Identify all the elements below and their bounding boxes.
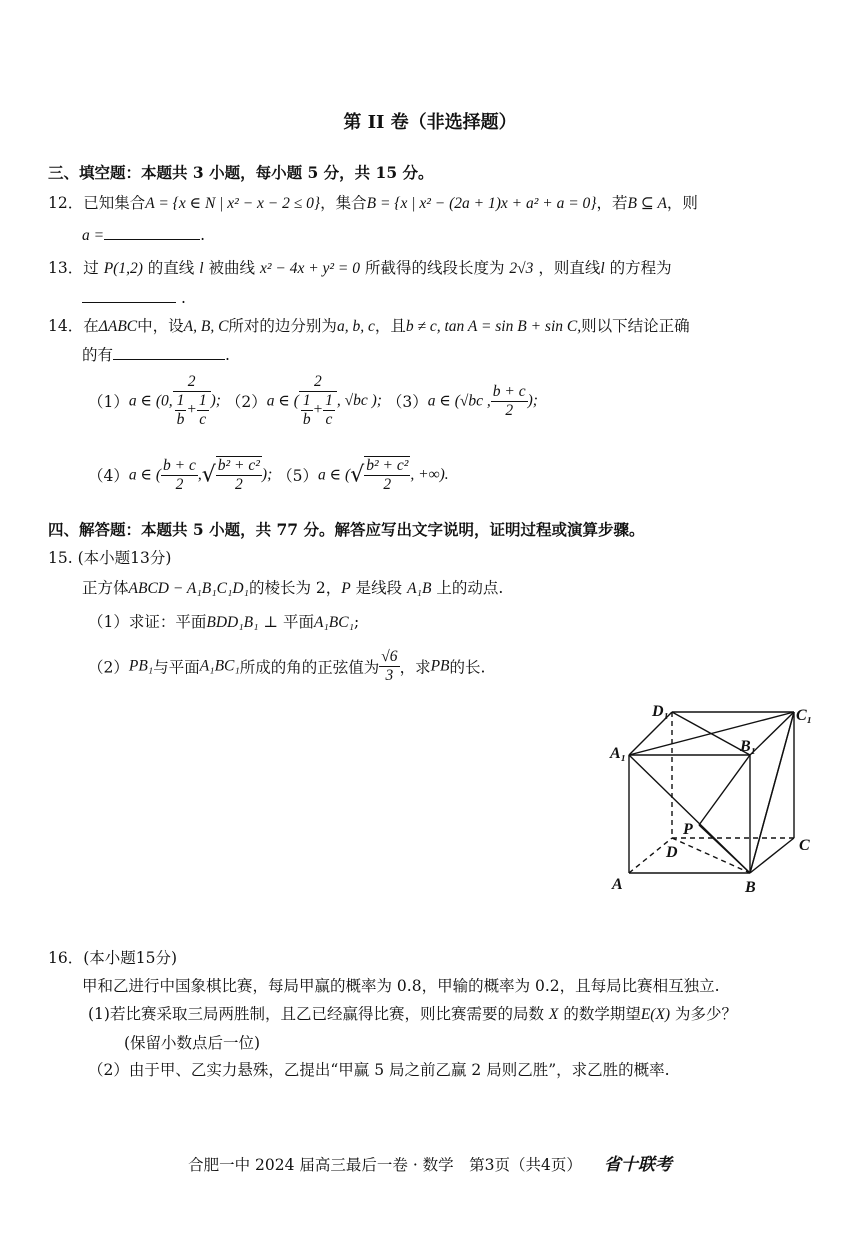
q15-stem: [82, 578, 503, 599]
q14-options-row-2: [88, 456, 449, 494]
section-4-heading: 四、解答题：本题共 5 小题，共 77 分。解答应写出文字说明，证明过程或演算步骤。: [48, 520, 645, 539]
q15-p2-text-4: 的长.: [449, 658, 486, 677]
perp-symbol: ⊥: [263, 613, 278, 631]
q12-answer-label: a =: [82, 227, 105, 244]
label-d1: D₁: [652, 703, 670, 720]
q14-option-3-label: （3）: [386, 393, 428, 411]
q14-sides: a, b, c: [336, 318, 375, 335]
q15-part-2: [88, 648, 485, 685]
q15-p2-label: （2）: [88, 658, 129, 677]
q15-p1-end: ;: [354, 613, 360, 631]
q14-option-5-sqrt-fraction: [364, 456, 410, 494]
q13-length: 2√3: [509, 260, 534, 277]
q12-number: 12．: [48, 194, 84, 212]
q14-options-row-1: [88, 373, 538, 429]
fraction-numerator: b + c: [163, 456, 196, 474]
sine-value-fraction: [379, 648, 399, 685]
inner-denominator: b: [176, 411, 185, 428]
fraction-denominator: [299, 392, 337, 429]
footer-text: 合肥一中 2024 届高三最后一卷 · 数学 第3页（共4页）: [188, 1156, 582, 1174]
fraction-numerator: b² + c²: [366, 457, 409, 474]
q15-plane-2-ref: A₁BC₁: [199, 657, 240, 675]
label-b1: B₁: [740, 738, 757, 755]
inner-numerator: 1: [325, 392, 333, 409]
label-b: B: [745, 879, 756, 896]
fraction-denominator: 2: [175, 475, 184, 493]
q14-option-5-b: , +∞).: [410, 466, 449, 483]
q14-condition: b ≠ c, tan A = sin B + sin C,: [405, 318, 582, 335]
question-14-line-1: [48, 316, 690, 337]
q16-part-2: （2）由于甲、乙实力悬殊，乙提出“甲赢 5 局之前乙赢 2 局则乙胜”，求乙胜的概率.: [88, 1061, 670, 1079]
fraction-numerator: b + c: [492, 382, 526, 400]
part-title: 第 II 卷（非选择题）: [343, 112, 517, 133]
q14-option-3-b: );: [527, 392, 538, 409]
cube-figure: [600, 698, 830, 898]
q14-option-4-fraction: [161, 457, 198, 494]
plus-sign: +: [312, 401, 324, 419]
question-13-line-1: [48, 258, 672, 279]
label-a: A: [612, 876, 623, 893]
inner-numerator: 1: [198, 392, 207, 409]
q15-text-3: 是线段: [355, 579, 403, 597]
q12-set-b: B = {x | x² − (2a + 1)x + a² + a = 0}: [366, 195, 597, 212]
q13-answer-blank[interactable]: [82, 288, 176, 303]
q14-option-1-fraction: [173, 373, 211, 429]
fraction-numerator: b² + c²: [217, 457, 260, 474]
q14-triangle: ΔABC: [98, 318, 138, 335]
q14-option-3-fraction: [491, 383, 528, 420]
q16-p1-text-2: 的数学期望: [563, 1005, 641, 1023]
q14-text-6: 的有: [82, 346, 114, 364]
footer-stamp: 省十联考: [603, 1155, 672, 1175]
q14-option-2-a: a ∈ (: [266, 392, 299, 410]
q15-p1-text: （1）求证：平面: [88, 613, 207, 631]
question-13-line-2: [82, 288, 186, 308]
q12-end: .: [200, 226, 206, 244]
q14-angles: A, B, C: [183, 318, 229, 335]
section-3-heading: 三、填空题：本题共 3 小题，每小题 5 分，共 15 分。: [48, 163, 434, 182]
q12-text-1: 已知集合: [83, 194, 146, 212]
q15-text-2: 的棱长为 2，: [248, 579, 342, 597]
q13-line-l-2: l: [600, 260, 605, 277]
fraction-denominator: 2: [505, 401, 514, 419]
plus-sign: +: [186, 401, 197, 419]
q14-end: .: [225, 346, 230, 364]
q13-number: 13．: [48, 259, 84, 277]
q13-text-6: 的方程为: [609, 259, 672, 277]
q16-number: 16．(本小题15分): [48, 949, 178, 967]
q16-p1-text-1: (1)若比赛采取三局两胜制，且乙已经赢得比赛，则比赛需要的局数: [88, 1005, 544, 1023]
inner-denominator: c: [325, 411, 333, 428]
q14-option-5-a: a ∈ (: [318, 466, 351, 484]
q14-option-4-label: （4）: [88, 467, 129, 485]
q15-cube: ABCD − A₁B₁C₁D₁: [128, 580, 249, 597]
label-a1: A₁: [610, 745, 627, 762]
q16-variable-x: X: [548, 1006, 559, 1023]
q15-part-1: [88, 612, 359, 633]
q15-plane-2: A₁BC₁: [313, 614, 355, 631]
q12-text-4: ，则: [666, 194, 698, 212]
q15-plane-1: BDD₁B₁: [206, 614, 259, 631]
q14-option-1-label: （1）: [88, 393, 129, 411]
q13-end: .: [180, 289, 186, 307]
q15-segment: A₁B: [407, 580, 432, 597]
q15-p2-text-3: ，求: [399, 658, 431, 677]
sqrt-sign: √: [201, 462, 216, 488]
q15-p2-text-1: 与平面: [153, 658, 200, 677]
q13-text-3: 被曲线: [208, 259, 256, 277]
hidden-diag-d-b: [672, 838, 750, 873]
q15-text-4: 上的动点.: [436, 579, 504, 597]
q13-text-5: ，则直线: [538, 259, 601, 277]
q14-option-5-label: （5）: [277, 467, 319, 485]
fraction-numerator: 2: [299, 373, 337, 392]
q13-curve: x² − 4x + y² = 0: [259, 260, 361, 277]
q14-text-2: 中，设: [137, 317, 184, 335]
q14-text-1: 在: [83, 317, 99, 335]
fraction-denominator: 2: [234, 476, 243, 493]
label-p: P: [683, 821, 693, 838]
q14-option-3-a: a ∈ (√bc ,: [427, 392, 491, 410]
q13-text-2: 的直线: [147, 259, 195, 277]
q16-p1-note: (保留小数点后一位): [124, 1034, 261, 1052]
q15-text-1: 正方体: [82, 579, 129, 597]
q15-pb: PB: [430, 657, 450, 675]
q16-p1-text-3: 为多少？: [675, 1005, 738, 1023]
question-12-line-1: [48, 193, 698, 214]
q13-point: P(1,2): [103, 260, 143, 277]
question-12-line-2: [82, 225, 205, 246]
q16-intro: 甲和乙进行中国象棋比赛，每局甲赢的概率为 0.8，甲输的概率为 0.2，且每局比赛相互独立.: [82, 977, 720, 995]
question-14-line-2: [82, 345, 230, 365]
sqrt-sign: √: [350, 462, 365, 488]
q14-option-4-c: );: [261, 466, 273, 483]
inner-numerator: 1: [176, 392, 185, 409]
q14-option-4-b: ,: [197, 466, 202, 483]
fraction-numerator: 2: [173, 373, 211, 392]
q14-answer-blank[interactable]: [113, 345, 225, 360]
q15-p1-text-2: 平面: [282, 613, 314, 631]
fraction-denominator: 2: [383, 476, 392, 493]
inner-numerator: 1: [302, 392, 311, 409]
q12-set-a: A = {x ∈ N | x² − x − 2 ≤ 0}: [145, 195, 321, 212]
q14-option-1-b: );: [210, 392, 221, 409]
seg-b1-p: [699, 755, 750, 825]
fraction-denominator: [173, 392, 211, 429]
label-d: D: [666, 844, 678, 861]
q14-option-2-b: , √bc );: [336, 392, 382, 409]
q16-part-1: [88, 1004, 737, 1025]
q13-line-l: l: [199, 260, 204, 277]
q14-number: 14．: [48, 317, 84, 335]
q14-option-4-a: a ∈ (: [128, 466, 162, 484]
page-footer: [0, 1150, 860, 1175]
q12-text-2: ，集合: [320, 194, 367, 212]
q12-answer-blank[interactable]: [104, 225, 200, 240]
q16-expectation: E(X): [640, 1006, 671, 1023]
q14-option-2-fraction: [299, 373, 337, 429]
q15-point-p: P: [341, 580, 351, 597]
q14-text-4: ，且: [374, 317, 406, 335]
q14-option-1-a: a ∈ (0,: [128, 392, 173, 410]
q14-text-3: 所对的边分别为: [228, 317, 337, 335]
q15-pb1: PB₁: [128, 657, 154, 675]
q14-text-5: 则以下结论正确: [581, 317, 690, 335]
q13-text-1: 过: [83, 259, 99, 277]
q12-text-3: ，若: [596, 194, 628, 212]
seg-p-b: [699, 825, 750, 873]
q15-number: 15. (本小题13分): [48, 549, 172, 567]
edge-b-c: [750, 838, 794, 873]
label-c: C: [799, 837, 810, 854]
label-c1: C₁: [796, 707, 813, 724]
seg-c1-p: [750, 712, 794, 873]
q14-option-2-label: （2）: [225, 393, 267, 411]
q13-text-4: 所截得的线段长度为: [364, 259, 505, 277]
fraction-numerator: √6: [381, 648, 398, 665]
q12-condition: B ⊆ A: [627, 195, 667, 212]
diag-d1-b1: [672, 712, 750, 755]
q14-option-4-sqrt-fraction: [216, 456, 262, 494]
q15-p2-text-2: 所成的角的正弦值为: [239, 658, 380, 677]
fraction-denominator: 3: [385, 667, 394, 684]
inner-denominator: c: [199, 411, 207, 428]
inner-denominator: b: [302, 411, 311, 428]
